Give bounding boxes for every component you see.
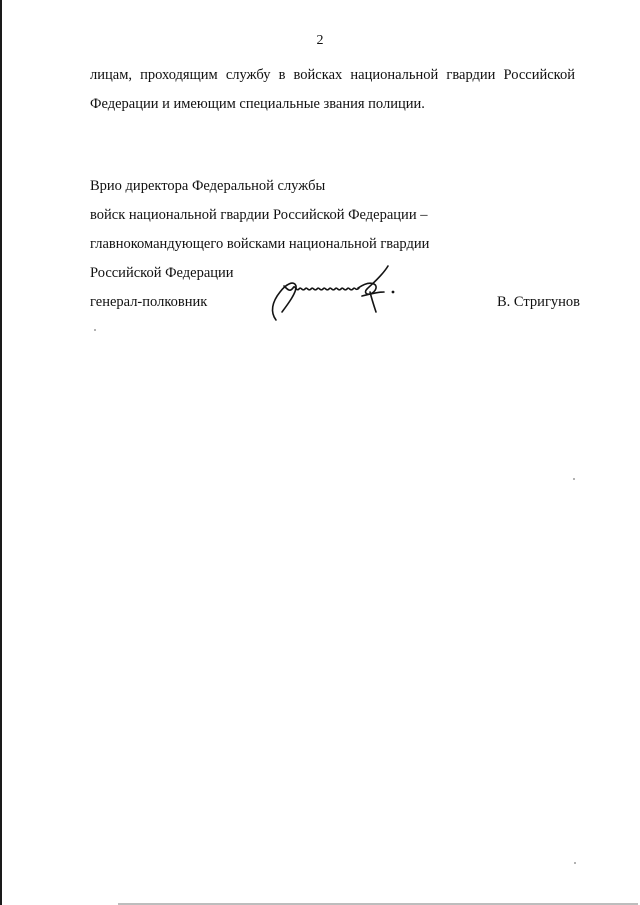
scan-speck <box>94 329 96 331</box>
body-line-2: Федерации и имеющим специальные звания полиции. <box>90 96 425 112</box>
scan-edge-left <box>0 0 2 905</box>
page-number: 2 <box>316 33 324 48</box>
signer-title-line-3: главнокомандующего войсками национальной гвардии <box>90 236 430 252</box>
signer-rank: генерал-полковник <box>90 294 208 310</box>
signer-title-line-1: Врио директора Федеральной службы <box>90 178 326 194</box>
signer-title-line-2: войск национальной гвардии Российской Федерации – <box>90 207 428 223</box>
handwritten-signature <box>266 262 401 324</box>
scan-speck <box>574 862 576 864</box>
body-paragraph <box>90 61 575 119</box>
body-line-1: лицам, проходящим службу в войсках национальной гвардии Российской <box>90 67 575 83</box>
signer-name: В. Стригунов <box>497 294 580 310</box>
signer-title-line-4: Российской Федерации <box>90 265 234 281</box>
scan-speck <box>573 478 575 480</box>
